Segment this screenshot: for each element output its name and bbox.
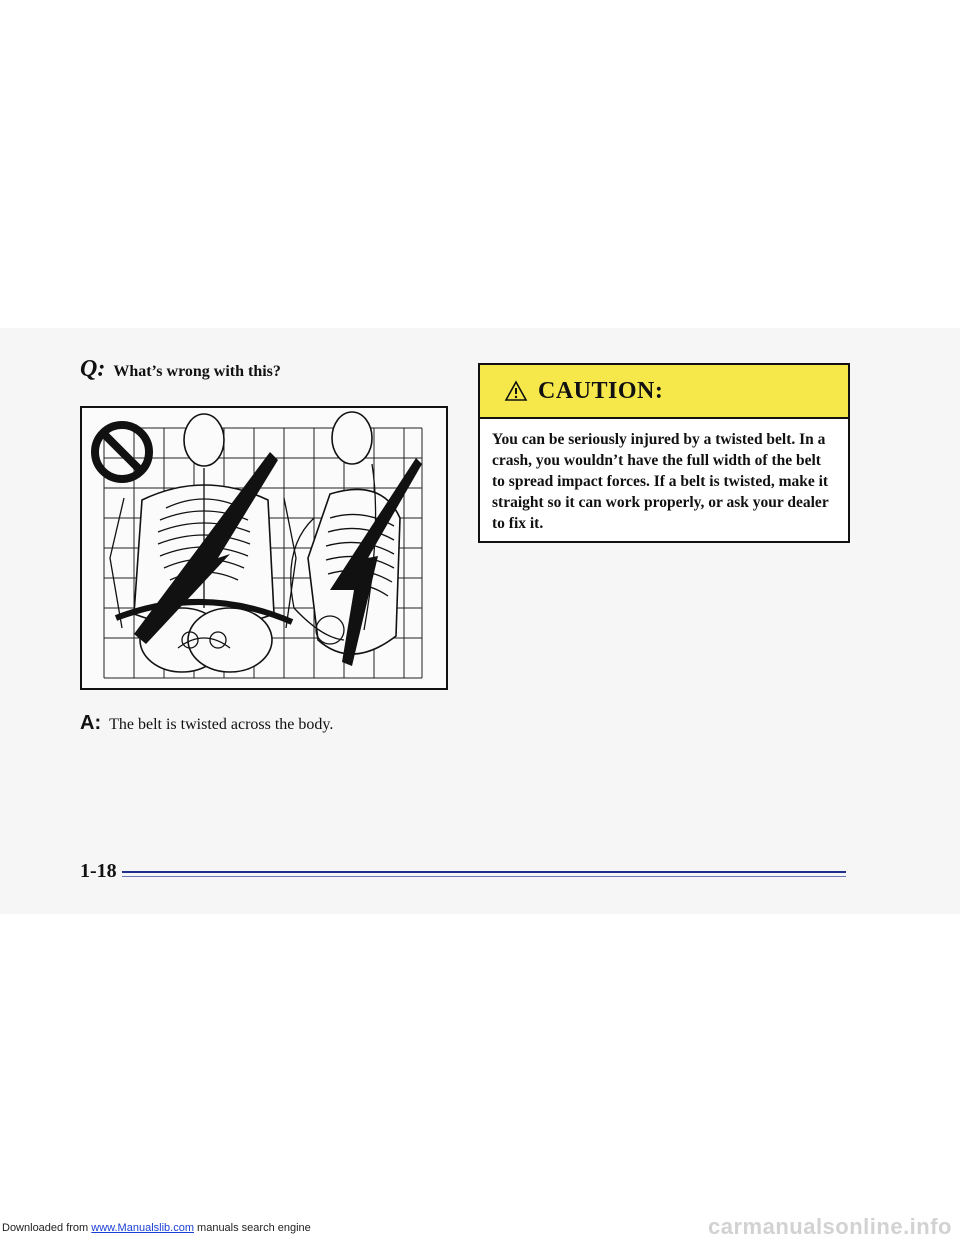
skeleton-belt-drawing [82,408,446,688]
answer [80,712,333,735]
download-footer [2,1222,311,1234]
caution-title: CAUTION: [538,377,664,404]
answer-text: The belt is twisted across the body. [109,716,334,733]
page-rule [122,871,846,873]
warning-triangle-icon [504,380,528,402]
no-symbol-icon [95,425,149,479]
question-letter: Q: [80,356,106,382]
caution-body [480,419,848,534]
caution-box [478,363,850,543]
caution-header [480,365,848,419]
manualslib-link[interactable]: www.Manualslib.com [91,1222,194,1234]
page-number: 1-18 [80,860,117,882]
twisted-belt-illustration [80,406,448,690]
caution-text: You can be seriously injured by a twisted belt. In a crash, you wouldn’t have the full width of the belt to spread impact forces. If a belt is twisted, make it straight so it can work properly, or ask your dealer to fix it. [492,431,829,532]
answer-letter: A: [80,712,102,734]
page-rule-thin [122,876,846,877]
footer-prefix: Downloaded from [2,1222,92,1234]
question-text: What’s wrong with this? [113,363,281,380]
watermark: carmanualsonline.info [708,1214,952,1239]
question [80,356,281,382]
footer-suffix: manuals search engine [193,1222,311,1234]
